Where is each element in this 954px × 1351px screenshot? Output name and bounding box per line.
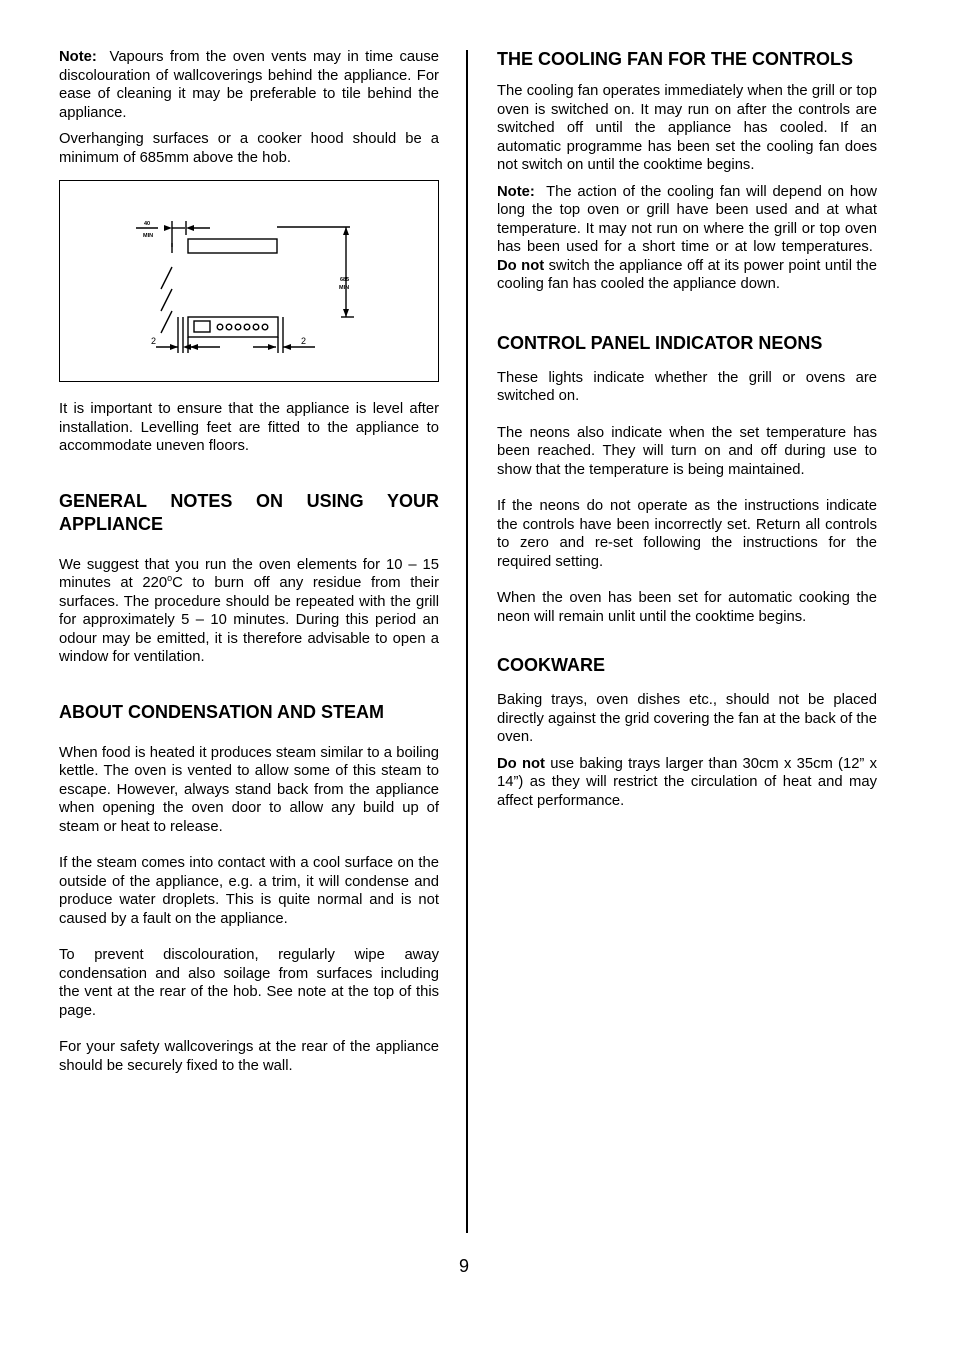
general-notes-heading: GENERAL NOTES ON USING YOUR APPLIANCE — [59, 490, 439, 534]
label-40: 40 — [144, 221, 151, 227]
arrow-685-top — [343, 227, 349, 235]
overhang-text: Overhanging surfaces or a cooker hood should be a minimum of 685mm above the hob. — [59, 131, 439, 166]
wall-hatch-2 — [161, 289, 172, 311]
arrow-2-left-b — [183, 344, 191, 350]
arrow-685-bottom — [343, 309, 349, 317]
neons-p2: The neons also indicate when the set temperature has been reached. They will turn on and off during use to show that the temperature is being maintained. — [497, 424, 877, 478]
general-notes-text: We suggest that you run the oven elements for 10 – 15 minutes at 220$^o$C to burn off any residue from their surfaces. The procedure should be repeated with the grill for approximately 5 – 10 minutes. During this period an odour may be emitted, it is therefore advisable to open a window for ventilation. — [59, 556, 439, 665]
cooling-fan-note: Note: The action of the cooling fan will depend on how long the top oven or grill have been used and at what temperature. It may not run on where the grill or top oven has been used for a short time or at low temperatures. Do not switch the appliance off at its power point until the cooling fan has cooled the appliance down. — [497, 183, 877, 292]
cooker-hood — [188, 239, 277, 253]
arrow-2-right — [283, 344, 291, 350]
neons-heading: CONTROL PANEL INDICATOR NEONS — [497, 332, 823, 353]
left-column — [59, 48, 439, 1075]
arrow-40-left — [164, 225, 172, 231]
neons-p4: When the oven has been set for automatic cooking the neon will remain unlit until the cooktime begins. — [497, 590, 877, 625]
installation-diagram — [59, 180, 439, 382]
arrow-2-left — [170, 344, 178, 350]
knob-1 — [217, 324, 223, 330]
knob-5 — [253, 324, 259, 330]
arrow-width-right — [268, 344, 276, 350]
cookware-p1: Baking trays, oven dishes etc., should not be placed directly against the grid covering the fan at the back of the oven. — [497, 692, 877, 745]
label-2-right: 2 — [301, 336, 307, 346]
cooker-display — [194, 321, 210, 332]
column-divider — [466, 50, 468, 1233]
arrow-40-right — [186, 225, 194, 231]
condensation-p3: To prevent discolouration, regularly wipe away condensation and also soilage from surfaces including the vent at the rear of the hob. See note at the top of this page. — [59, 947, 439, 1019]
note-vapours: Note: Vapours from the oven vents may in time cause discolouration of wallcoverings behind the appliance. For ease of cleaning it may be preferable to tile behind the appliance. — [59, 49, 439, 121]
page-number: 9 — [459, 1256, 470, 1276]
knob-2 — [226, 324, 232, 330]
knob-3 — [235, 324, 241, 330]
cooling-fan-heading: THE COOLING FAN FOR THE CONTROLS — [497, 49, 853, 69]
wall-hatch-3 — [161, 311, 172, 333]
condensation-heading: ABOUT CONDENSATION AND STEAM — [59, 701, 384, 722]
neons-p3: If the neons do not operate as the instructions indicate the controls have been incorrectly set. Return all controls to zero and re-set following the instructions for the required setting. — [497, 498, 877, 570]
condensation-p1: When food is heated it produces steam similar to a boiling kettle. The oven is vented to allow some of this steam to escape. However, always stand back from the appliance when opening the oven door to allow any build up of steam or heat to release. — [59, 744, 439, 835]
condensation-p4: For your safety wallcoverings at the rear of the appliance should be securely fixed to the wall. — [59, 1039, 439, 1074]
knob-6 — [262, 324, 268, 330]
label-685-min: MIN — [339, 285, 350, 291]
knob-4 — [244, 324, 250, 330]
label-40-min: MIN — [143, 233, 154, 239]
right-column — [497, 48, 877, 810]
neons-p1: These lights indicate whether the grill or ovens are switched on. — [497, 369, 877, 404]
cooling-fan-p1: The cooling fan operates immediately when the grill or top oven is switched on. It may run on after the controls are switched off until the appliance has cooled. If an automatic programme has been set the cooling fan does not switch on until the cooktime begins. — [497, 83, 877, 173]
condensation-p2: If the steam comes into contact with a cool surface on the outside of the appliance, e.g. a trim, it will condense and produce water droplets. This is quite normal and is not caused by a fault on the appliance. — [59, 855, 439, 927]
cooker-top — [188, 317, 278, 337]
clearance-diagram — [60, 181, 438, 381]
arrow-width-left — [190, 344, 198, 350]
label-685: 685 — [340, 277, 350, 283]
cookware-heading: COOKWARE — [497, 655, 605, 675]
label-2-left: 2 — [151, 336, 157, 346]
wall-hatch-1 — [161, 267, 172, 289]
levelling-text: It is important to ensure that the appliance is level after installation. Levelling feet are fitted to the appliance to accommodate uneven floors. — [59, 401, 439, 454]
cookware-p2: Do not use baking trays larger than 30cm x 35cm (12” x 14”) as they will restrict the circulation of heat and may affect performance. — [497, 755, 877, 809]
